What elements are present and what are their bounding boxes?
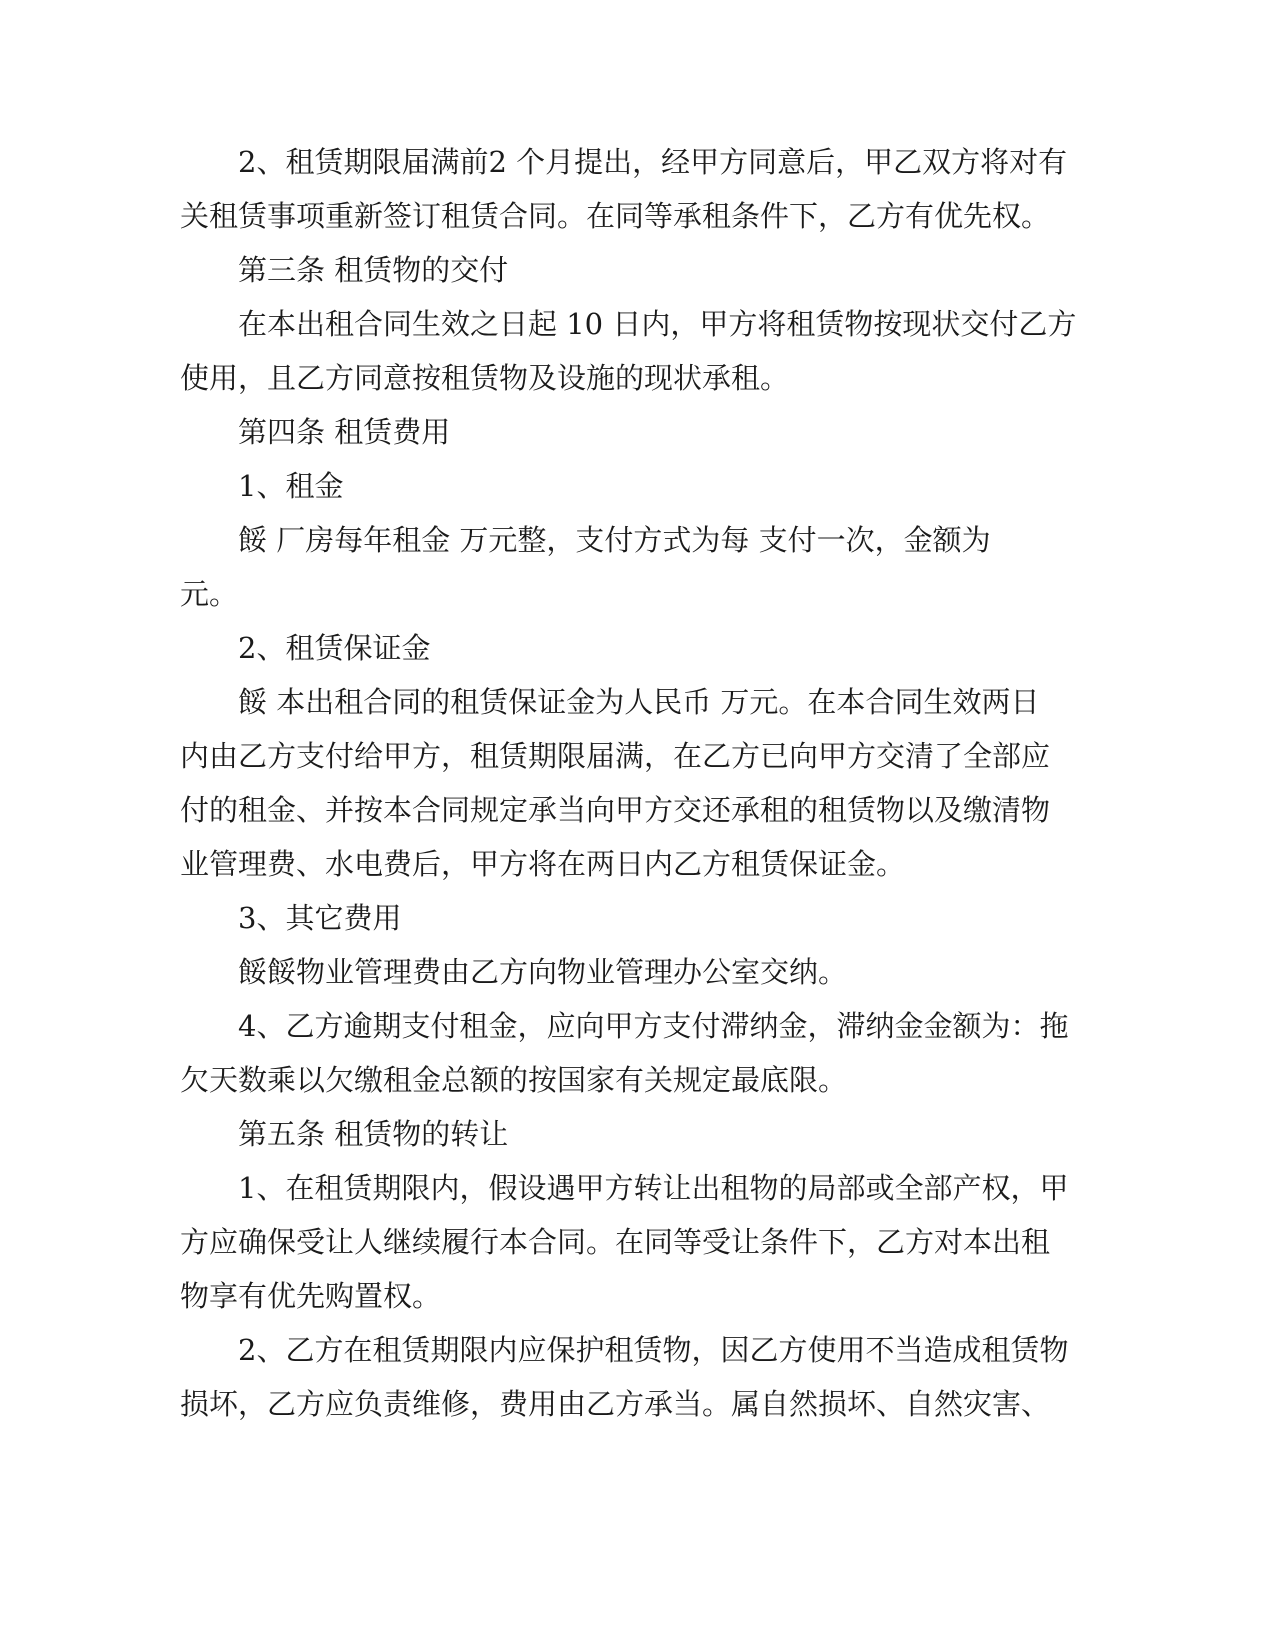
subheading-deposit [238, 621, 430, 675]
heading-text: 第四条 租赁费用 [238, 415, 451, 449]
text-line: 餒餒物业管理费由乙方向物业管理办公室交纳。 [238, 955, 848, 989]
text-line: 关租赁事项重新签订租赁合同。在同等承租条件下，乙方有优先权。 [180, 199, 1051, 233]
text-line: 方应确保受让人继续履行本合同。在同等受让条件下，乙方对本出租 [180, 1225, 1051, 1259]
text-line: 欠天数乘以欠缴租金总额的按国家有关规定最底限。 [180, 1063, 848, 1097]
text-line: 内由乙方支付给甲方，租赁期限届满，在乙方已向甲方交清了全部应 [180, 739, 1051, 773]
heading-text: 第五条 租赁物的转让 [238, 1117, 509, 1151]
subheading-rent [238, 459, 343, 513]
subheading-text: 3、其它费用 [238, 901, 402, 935]
paragraph-deposit [180, 675, 1050, 891]
paragraph-late-fee [180, 999, 1068, 1107]
paragraph-maintenance [180, 1323, 1068, 1431]
paragraph-rent-amount [180, 513, 991, 621]
subheading-text: 2、租赁保证金 [238, 631, 431, 665]
text-line: 2、租赁期限届满前2 个月提出，经甲方同意后，甲乙双方将对有 [238, 145, 1068, 179]
section-heading-article-4 [238, 405, 450, 459]
paragraph-property-fee [238, 945, 847, 999]
text-line: 餒 本出租合同的租赁保证金为人民币 万元。在本合同生效两日 [238, 685, 1040, 719]
subheading-text: 1、租金 [238, 469, 344, 503]
text-line: 在本出租合同生效之日起 10 日内，甲方将租赁物按现状交付乙方 [238, 307, 1077, 341]
text-line: 1、在租赁期限内，假设遇甲方转让出租物的局部或全部产权，甲 [238, 1171, 1069, 1205]
text-line: 餒 厂房每年租金 万元整，支付方式为每 支付一次，金额为 [238, 523, 991, 557]
text-line: 2、乙方在租赁期限内应保护租赁物，因乙方使用不当造成租赁物 [238, 1333, 1069, 1367]
text-line: 业管理费、水电费后，甲方将在两日内乙方租赁保证金。 [180, 847, 906, 881]
heading-text: 第三条 租赁物的交付 [238, 253, 509, 287]
section-heading-article-5 [238, 1107, 508, 1161]
text-line: 物享有优先购置权。 [180, 1279, 442, 1313]
paragraph-renewal [180, 135, 1067, 243]
text-line: 元。 [180, 577, 239, 611]
paragraph-transfer [180, 1161, 1068, 1323]
paragraph-delivery [180, 297, 1076, 405]
text-line: 付的租金、并按本合同规定承当向甲方交还承租的租赁物以及缴清物 [180, 793, 1051, 827]
text-line: 使用，且乙方同意按租赁物及设施的现状承租。 [180, 361, 790, 395]
subheading-other-fees [238, 891, 401, 945]
text-line: 4、乙方逾期支付租金，应向甲方支付滞纳金，滞纳金金额为：拖 [238, 1009, 1069, 1043]
section-heading-article-3 [238, 243, 508, 297]
text-line: 损坏，乙方应负责维修，费用由乙方承当。属自然损坏、自然灾害、 [180, 1387, 1051, 1421]
